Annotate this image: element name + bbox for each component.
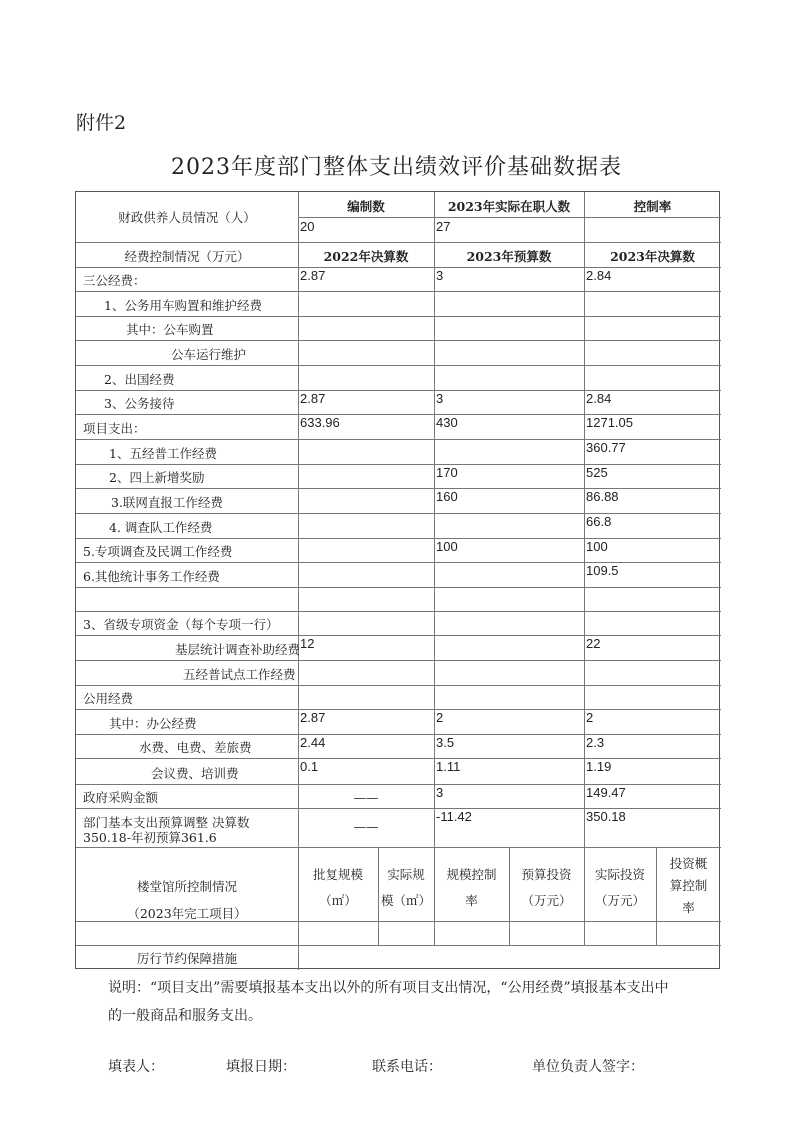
row-value: 109.5 [586, 563, 619, 578]
row-value: 160 [436, 489, 458, 504]
row-value: 2.87 [300, 391, 326, 406]
building-header: （万元） [521, 893, 572, 908]
row-divider [76, 734, 721, 735]
row-divider [76, 340, 721, 341]
row-label: 6.其他统计事务工作经费 [83, 569, 220, 584]
row-label: 1、公务用车购置和维护经费 [104, 298, 262, 313]
adjust-value-2023-budget: -11.42 [436, 809, 472, 824]
row-label: 水费、电费、差旅费 [139, 740, 252, 755]
row-value: 22 [586, 636, 601, 651]
adjust-label-line2: 350.18-年初预算361.6 [83, 830, 217, 845]
row-divider [76, 316, 721, 317]
row-divider [76, 945, 721, 946]
row-divider [76, 488, 721, 489]
fill-date-label: 填报日期： [226, 1059, 296, 1075]
unit-head-signature-label: 单位负责人签字： [532, 1059, 644, 1075]
row-label: 项目支出： [83, 421, 146, 436]
building-header: 投资概 [669, 856, 708, 871]
row-label: 3、省级专项资金（每个专项一行） [83, 617, 279, 632]
row-value: 2.87 [300, 710, 326, 725]
row-value: —— [353, 790, 379, 805]
row-label: 基层统计调查补助经费 [175, 642, 301, 657]
row-divider [76, 685, 721, 686]
row-value: 1271.05 [586, 415, 633, 430]
row-label: 3、公务接待 [104, 396, 175, 411]
building-header: 率 [465, 893, 478, 908]
row-value: 0.1 [300, 759, 319, 774]
funding-header-2023-final: 2023年决算数 [610, 249, 695, 264]
row-value: 3 [436, 391, 444, 406]
row-divider [76, 267, 721, 268]
row-label: 公用经费 [83, 691, 134, 706]
row-divider [76, 562, 721, 563]
row-value: 3 [436, 785, 444, 800]
building-header: 实际投资 [594, 867, 645, 882]
row-divider [76, 365, 721, 366]
row-label: 1、五经普工作经费 [109, 446, 217, 461]
row-divider [76, 635, 721, 636]
funding-header-2023-budget: 2023年预算数 [466, 249, 552, 264]
row-value: 2 [586, 710, 594, 725]
row-label: 其中：公车购置 [126, 322, 214, 337]
row-label: 公车运行维护 [171, 347, 247, 362]
row-value: 1.19 [586, 759, 612, 774]
row-divider [76, 758, 721, 759]
row-label: 2、出国经费 [104, 372, 175, 387]
staffing-header-actual: 2023年实际在职人数 [447, 199, 571, 214]
row-value: 2 [436, 710, 444, 725]
row-divider [76, 587, 721, 588]
funding-header-2022-final: 2022年决算数 [323, 249, 409, 264]
row-label: 五经普试点工作经费 [183, 667, 296, 682]
row-label: 4. 调查队工作经费 [109, 520, 213, 535]
row-value: 170 [436, 465, 458, 480]
building-header: 批复规模 [312, 867, 363, 882]
row-value: 100 [586, 539, 608, 554]
row-divider [76, 390, 721, 391]
row-value: 2.3 [586, 735, 605, 750]
col-divider [298, 192, 299, 847]
staffing-value-actual: 27 [436, 219, 451, 234]
row-value: 3 [436, 268, 444, 283]
funding-label: 经费控制情况（万元） [124, 249, 250, 264]
row-value: 1.11 [436, 759, 461, 774]
row-divider [298, 217, 721, 218]
row-value: 66.8 [586, 514, 612, 529]
row-value: 149.47 [586, 785, 626, 800]
building-header: 规模控制 [446, 867, 497, 882]
building-header: （㎡） [319, 893, 357, 908]
staffing-header-rate: 控制率 [633, 199, 672, 214]
row-divider [76, 464, 721, 465]
row-divider [76, 709, 721, 710]
page-title: 2023年度部门整体支出绩效评价基础数据表 [171, 155, 622, 180]
row-value: 2.87 [300, 268, 326, 283]
row-label: 其中：办公经费 [109, 716, 197, 731]
col-divider [434, 192, 435, 847]
attachment-label: 附件2 [76, 112, 127, 134]
row-value: 100 [436, 539, 458, 554]
building-header: （万元） [594, 893, 645, 908]
staffing-label: 财政供养人员情况（人） [118, 210, 256, 225]
row-value: 525 [586, 465, 608, 480]
adjust-value-2023-final: 350.18 [586, 809, 626, 824]
data-table [75, 191, 720, 969]
row-divider [76, 921, 721, 922]
row-label: 会议费、培训费 [151, 766, 239, 781]
building-header: 预算投资 [521, 867, 572, 882]
building-header: 实际规 [387, 867, 425, 882]
row-value: 2.84 [586, 391, 612, 406]
row-label: 三公经费： [83, 273, 146, 288]
row-divider [76, 291, 721, 292]
row-divider [76, 538, 721, 539]
col-divider [298, 945, 299, 970]
filler-label: 填表人： [108, 1059, 164, 1075]
adjust-value-2022: —— [353, 819, 379, 834]
building-label-line2: （2023年完工项目） [127, 906, 247, 921]
row-label: 5.专项调查及民调工作经费 [83, 544, 233, 559]
note-line-1: 说明：“项目支出”需要填报基本支出以外的所有项目支出情况，“公用经费”填报基本支出中 [108, 980, 669, 996]
phone-label: 联系电话： [372, 1059, 442, 1075]
col-divider [584, 192, 585, 847]
row-divider [76, 513, 721, 514]
building-header: 模（㎡） [380, 893, 431, 908]
row-value: 360.77 [586, 440, 626, 455]
row-label: 政府采购金额 [83, 790, 159, 805]
row-value: 633.96 [300, 415, 340, 430]
row-value: 2.84 [586, 268, 612, 283]
row-label: 2、四上新增奖励 [109, 470, 205, 485]
row-value: 12 [300, 636, 315, 651]
staffing-header-established: 编制数 [347, 199, 385, 214]
building-header: 率 [682, 900, 695, 915]
adjust-label-line1: 部门基本支出预算调整 决算数 [83, 815, 250, 830]
row-value: 86.88 [586, 489, 619, 504]
building-header: 算控制 [669, 878, 708, 893]
row-value: 430 [436, 415, 458, 430]
staffing-value-established: 20 [300, 219, 315, 234]
measures-label: 厉行节约保障措施 [136, 951, 237, 966]
row-value: 3.5 [436, 735, 455, 750]
note-line-2: 的一般商品和服务支出。 [108, 1008, 262, 1024]
row-divider [76, 242, 721, 243]
row-value: 2.44 [300, 735, 326, 750]
building-label-line1: 楼堂馆所控制情况 [136, 879, 237, 894]
row-divider [76, 660, 721, 661]
row-divider [76, 611, 721, 612]
row-label: 3.联网直报工作经费 [111, 495, 223, 510]
row-divider [76, 847, 721, 848]
